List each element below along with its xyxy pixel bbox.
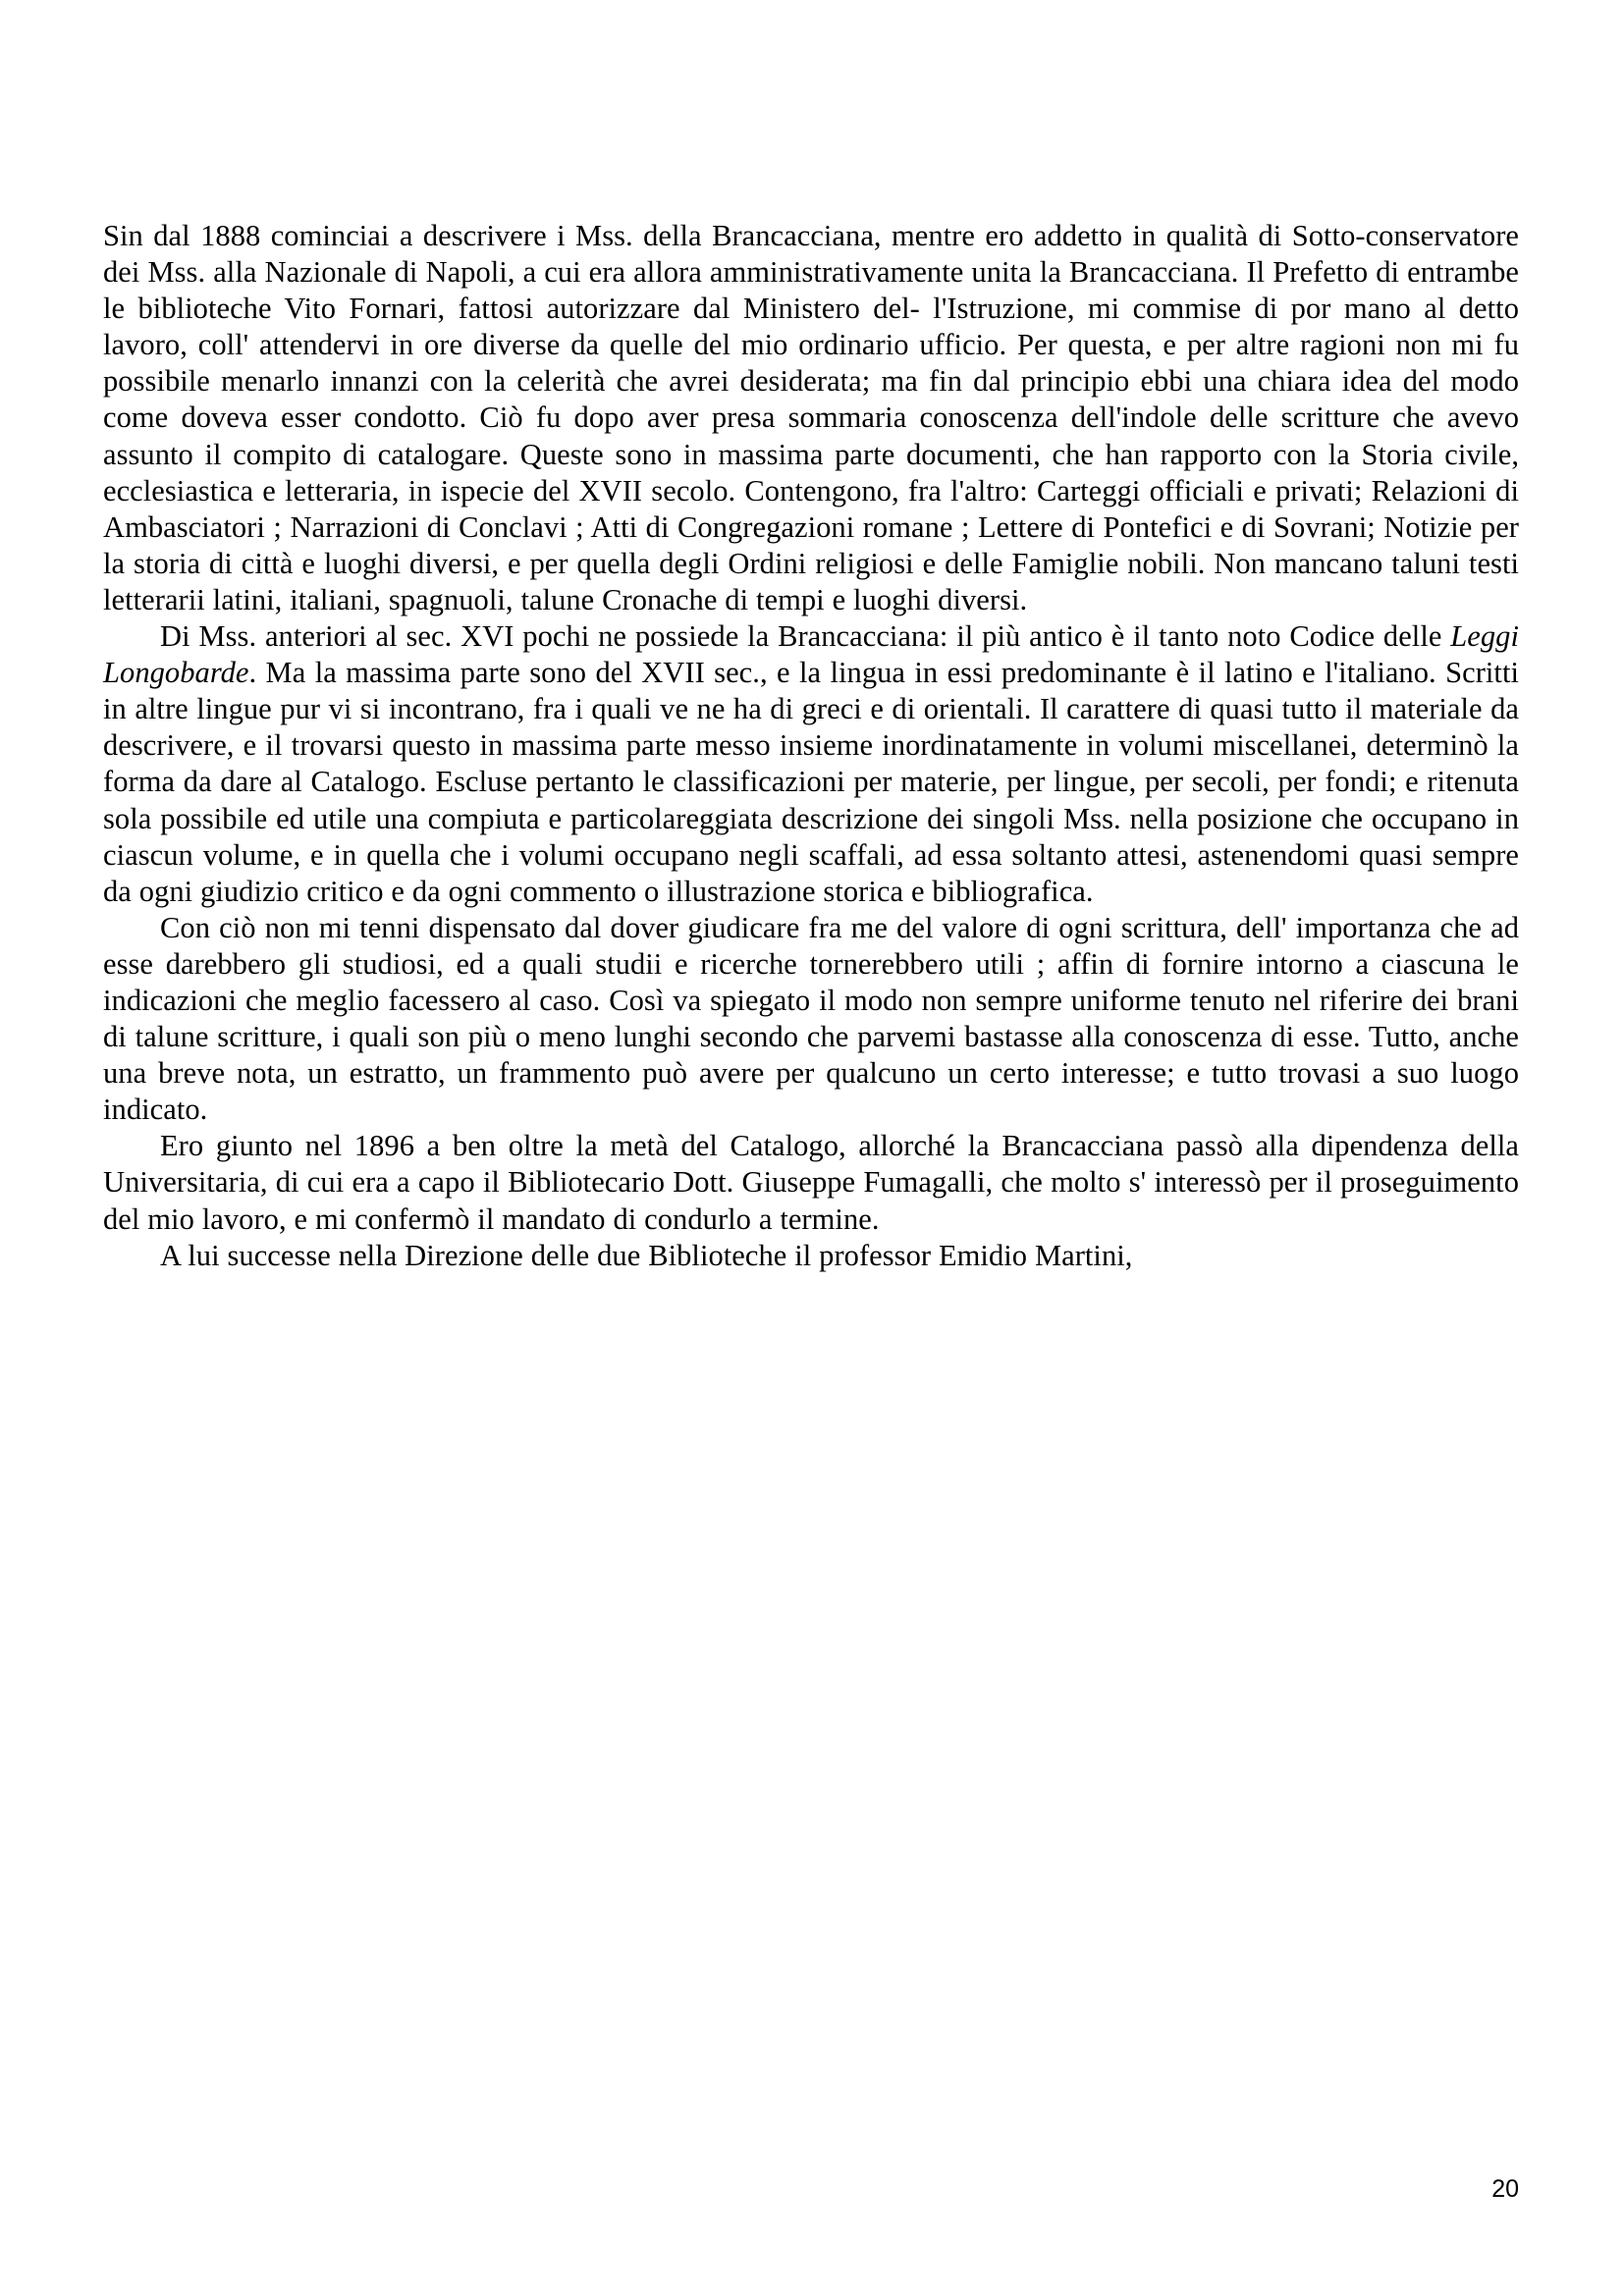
paragraph-2-part-a: Di Mss. anteriori al sec. XVI pochi ne possiede la Brancacciana: il più antico è il tanto noto Codice delle bbox=[160, 619, 1451, 654]
body-text-block bbox=[103, 218, 1519, 1274]
paragraph-3: Con ciò non mi tenni dispensato dal dover giudicare fra me del valore di ogni scrittura, dell' importanza che ad esse darebbero gli studiosi, ed a quali studii e ricerche tornerebbero utili ; affin di fornire intorno a ciascuna le indicazioni che meglio facessero al caso. Così va spiegato il modo non sempre uniforme tenuto nel riferire dei brani di talune scritture, i quali son più o meno lunghi secondo che parvemi bastasse alla conoscenza di esse. Tutto, anche una breve nota, un estratto, un frammento può avere per qualcuno un certo interesse; e tutto trovasi a suo luogo indicato. bbox=[103, 910, 1519, 1127]
paragraph-4: Ero giunto nel 1896 a ben oltre la metà del Catalogo, allorché la Brancacciana passò alla dipendenza della Universitaria, di cui era a capo il Bibliotecario Dott. Giuseppe Fumagalli, che molto s' interessò per il proseguimento del mio lavoro, e mi confermò il mandato di condurlo a termine. bbox=[103, 1129, 1519, 1236]
paragraph-2 bbox=[103, 618, 1519, 910]
page-number: 20 bbox=[1491, 2175, 1519, 2203]
paragraph-5: A lui successe nella Direzione delle due Biblioteche il professor Emidio Martini, bbox=[160, 1238, 1133, 1272]
paragraph-2-italic-title: Leggi Longobarde bbox=[103, 619, 1519, 690]
paragraph-1: Sin dal 1888 cominciai a descrivere i Mss. della Brancacciana, mentre ero addetto in qualità di Sotto-conservatore dei Mss. alla Nazionale di Napoli, a cui era allora amministrativamente unita la Brancacciana. Il Prefetto di entrambe le biblioteche Vito Fornari, fattosi autorizzare dal Ministero del- l'Istruzione, mi commise di por mano al detto lavoro, coll' attendervi in ore diverse da quelle del mio ordinario ufficio. Per questa, e per altre ragioni non mi fu possibile menarlo innanzi con la celerità che avrei desiderata; ma fin dal principio ebbi una chiara idea del modo come doveva esser condotto. Ciò fu dopo aver presa sommaria conoscenza dell'indole delle scritture che avevo assunto il compito di catalogare. Queste sono in massima parte documenti, che han rapporto con la Storia civile, ecclesiastica e letteraria, in ispecie del XVII secolo. Contengono, fra l'altro: Carteggi officiali e privati; Relazioni di Ambasciatori ; Narrazioni di Conclavi ; Atti di Congregazioni romane ; Lettere di Pontefici e di Sovrani; Notizie per la storia di città e luoghi diversi, e per quella degli Ordini religiosi e delle Famiglie nobili. Non mancano taluni testi letterarii latini, italiani, spagnuoli, talune Cronache di tempi e luoghi diversi. bbox=[103, 219, 1519, 616]
paragraph-2-part-b: . Ma la massima parte sono del XVII sec., e la lingua in essi predominante è il latino e l'italiano. Scritti in altre lingue pur vi si incontrano, fra i quali ve ne ha di greci e di orientali. Il carattere di quasi tutto il materiale da descrivere, e il trovarsi questo in massima parte messo insieme inordinatamente in volumi miscellanei, determinò la forma da dare al Catalogo. Escluse pertanto le classificazioni per materie, per lingue, per secoli, per fondi; e ritenuta sola possibile ed utile una compiuta e particolareggiata descrizione dei singoli Mss. nella posizione che occupano in ciascun volume, e in quella che i volumi occupano negli scaffali, ad essa soltanto attesi, astenendomi quasi sempre da ogni giudizio critico e da ogni commento o illustrazione storica e bibliografica. bbox=[103, 656, 1519, 908]
